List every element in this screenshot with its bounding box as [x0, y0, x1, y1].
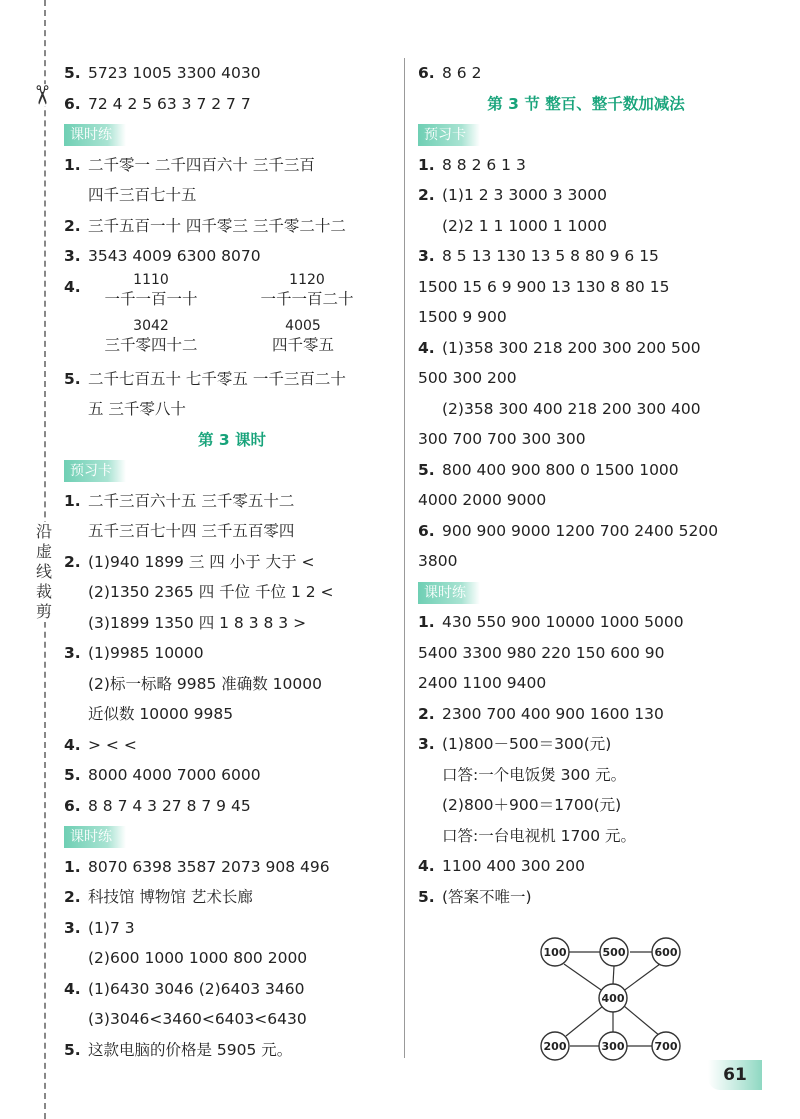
right-practice-3: 3. (1)800－500＝300(元): [418, 735, 612, 753]
pair-4005: 4005 四千零五: [271, 317, 334, 354]
practice-answer-4: 4. (1)6430 3046 (2)6403 3460: [64, 979, 305, 998]
right-answer-4-d: 300 700 700 300 300: [418, 430, 586, 448]
right-answer-5-b: 4000 2000 9000: [418, 491, 547, 509]
pair-3042: 3042 三千零四十二: [104, 317, 198, 354]
preview-answer-2-c: (3)1899 1350 四 1 8 3 8 3 >: [88, 613, 307, 632]
right-answer-3-c: 1500 9 900: [418, 308, 507, 326]
section-tag-practice-2: 课时练: [64, 821, 400, 852]
pair-1110: 1110 一千一百一十: [104, 271, 198, 308]
section-tag-preview: 预习卡: [64, 455, 400, 486]
preview-answer-1-cont: 五千三百七十四 三千五百零四: [88, 522, 295, 540]
answer-5b-cont: 五 三千零八十: [88, 400, 186, 418]
column-divider: [404, 58, 405, 1058]
practice-answer-5: 5. 这款电脑的价格是 5905 元。: [64, 1040, 293, 1059]
answer-5b: 5. 二千七百五十 七千零五 一千三百二十: [64, 369, 346, 388]
preview-answer-1: 1. 二千三百六十五 三千零五十二: [64, 491, 295, 510]
answer-6: 6. 72 4 2 5 63 3 7 2 7 7: [64, 94, 251, 113]
preview-answer-2-b: (2)1350 2365 四 千位 千位 1 2 <: [88, 583, 334, 601]
lesson-heading: 第 3 课时: [197, 430, 267, 449]
preview-answer-3: 3. (1)9985 10000: [64, 644, 204, 662]
preview-answer-6: 6. 8 8 7 4 3 27 8 7 9 45: [64, 796, 251, 815]
node-label-700: 700: [654, 1040, 678, 1053]
right-answer-3: 3. 8 5 13 130 13 5 8 80 9 6 15: [418, 247, 659, 265]
practice-answer-3: 3. (1)7 3: [64, 918, 135, 937]
scissors-icon: ✂: [25, 84, 56, 106]
node-label-100: 100: [543, 946, 567, 959]
section-tag-practice: 课时练: [64, 119, 400, 150]
practice-answer-4-b: (3)3046<3460<6403<6430: [88, 1010, 307, 1028]
cut-along-line-label: 沿虚线裁剪: [31, 522, 57, 622]
edge-400-700: [624, 1006, 660, 1036]
node-label-500: 500: [602, 946, 626, 959]
right-practice-1-c: 2400 1100 9400: [418, 674, 547, 692]
section-tag-preview-right: 预习卡: [418, 119, 754, 150]
right-practice-5: 5. (答案不唯一): [418, 887, 532, 906]
right-answer-6: 6. 900 900 9000 1200 700 2400 5200: [418, 521, 719, 540]
node-label-200: 200: [543, 1040, 567, 1053]
node-label-600: 600: [654, 946, 678, 959]
preview-answer-4: 4. > < <: [64, 735, 137, 754]
right-answer-4: 4. (1)358 300 218 200 300 200 500: [418, 338, 701, 357]
answer-1-cont: 四千三百七十五: [88, 186, 197, 204]
right-practice-4: 4. 1100 400 300 200: [418, 857, 585, 875]
answer-1: 1. 二千零一 二千四百六十 三千三百: [64, 155, 315, 174]
preview-answer-3-b: (2)标一标略 9985 准确数 10000: [88, 674, 322, 693]
right-answer-1: 1. 8 8 2 6 1 3: [418, 155, 526, 174]
page-number: 61: [708, 1060, 762, 1090]
preview-answer-2: 2. (1)940 1899 三 四 小于 大于 <: [64, 552, 315, 571]
practice-answer-3-b: (2)600 1000 1000 800 2000: [88, 949, 308, 967]
right-answer-2-b: (2)2 1 1 1000 1 1000: [442, 216, 607, 235]
section-heading: 第 3 节 整百、整千数加减法: [487, 94, 685, 113]
practice-answer-1: 1. 8070 6398 3587 2073 908 496: [64, 857, 330, 876]
node-label-400: 400: [601, 992, 625, 1005]
answer-2: 2. 三千五百一十 四千零三 三千零二十二: [64, 216, 346, 235]
answer-6-right: 6. 8 6 2: [418, 64, 482, 82]
right-answer-4-c: (2)358 300 400 218 200 300 400: [442, 399, 701, 418]
edge-600-400: [622, 964, 660, 992]
practice-answer-2: 2. 科技馆 博物馆 艺术长廊: [64, 888, 253, 906]
right-answer-6-b: 3800: [418, 552, 458, 570]
answer-5: 5. 5723 1005 3300 4030: [64, 64, 261, 82]
edge-400-200: [566, 1006, 603, 1036]
right-practice-1: 1. 430 550 900 10000 1000 5000: [418, 613, 684, 631]
node-label-300: 300: [601, 1040, 625, 1053]
answer-4: 4. 1110 一千一百一十 1120 一千一百二十: [64, 272, 400, 318]
right-answer-5: 5. 800 400 900 800 0 1500 1000: [418, 460, 679, 479]
section-tag-practice-right: 课时练: [418, 577, 754, 608]
right-practice-2: 2. 2300 700 400 900 1600 130: [418, 704, 664, 723]
right-practice-3-d: 口答:一台电视机 1700 元。: [442, 826, 637, 845]
number-graph: [538, 936, 688, 1062]
answer-3: 3. 3543 4009 6300 8070: [64, 247, 261, 265]
answer-4-cont: [64, 318, 400, 364]
edge-100-400: [564, 964, 604, 992]
left-column: [64, 58, 400, 1065]
right-column: [418, 58, 754, 912]
preview-answer-3-c: 近似数 10000 9985: [88, 705, 234, 723]
pair-1120: 1120 一千一百二十: [260, 271, 354, 308]
right-answer-2: 2. (1)1 2 3 3000 3 3000: [418, 186, 607, 204]
right-practice-1-b: 5400 3300 980 220 150 600 90: [418, 643, 665, 662]
edge-500-400: [613, 966, 614, 984]
right-answer-4-b: 500 300 200: [418, 369, 517, 387]
right-answer-3-b: 1500 15 6 9 900 13 130 8 80 15: [418, 277, 670, 296]
preview-answer-5: 5. 8000 4000 7000 6000: [64, 766, 261, 784]
right-practice-3-b: 口答:一个电饭煲 300 元。: [442, 765, 627, 784]
right-practice-3-c: (2)800＋900＝1700(元): [442, 796, 622, 814]
